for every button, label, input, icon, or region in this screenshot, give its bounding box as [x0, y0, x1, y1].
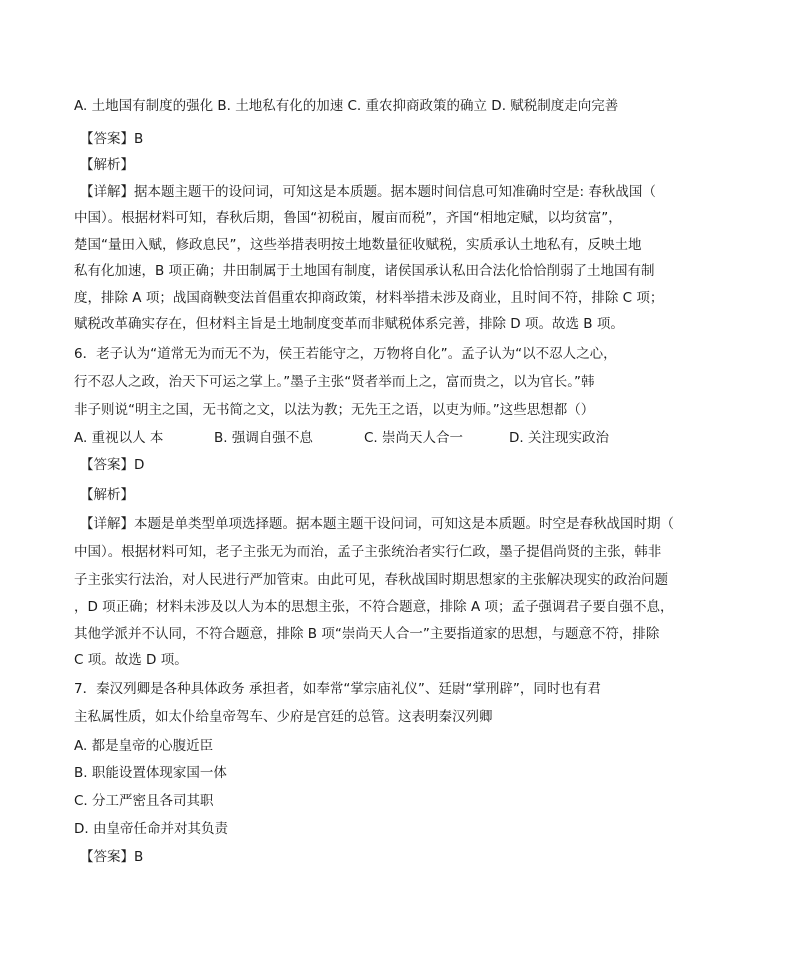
q5-options: A. 土地国有制度的强化 B. 土地私有化的加速 C. 重农抑商政策的确立 D. 赋税制度走向完善: [74, 98, 619, 114]
q5-explanation-line: 【详解】据本题主题干的设问词，可知这是本质题。据本题时间信息可知准确时空是: 春秋战国（: [80, 184, 656, 200]
q6-explanation-line: 【详解】本题是单类型单项选择题。据本题主题干设问词，可知这是本质题。时空是春秋战国时期（: [80, 516, 674, 532]
q7-option-d: D. 由皇帝任命并对其负责: [74, 821, 228, 837]
q5-explanation-line: 楚国“量田入赋，修政息民”，这些举措表明按土地数量征收赋税，实质承认土地私有，反映土地: [74, 237, 642, 253]
q6-explanation-line: 子主张实行法治，对人民进行严加管束。由此可见，春秋战国时期思想家的主张解决现实的政治问题: [74, 572, 668, 588]
q6-explanation-line: 中国）。根据材料可知，老子主张无为而治，孟子主张统治者实行仁政，墨子提倡尚贤的主张，韩非: [74, 544, 662, 560]
q6-explanation-line: C 项。故选 D 项。: [74, 652, 188, 668]
q6-explanation-line: ，D 项正确；材料未涉及以人为本的思想主张，不符合题意，排除 A 项；孟子强调君子要自强不息，: [74, 599, 674, 615]
q7-answer: 【答案】B: [80, 849, 144, 865]
q6-answer: 【答案】D: [80, 457, 145, 473]
q7-option-c: C. 分工严密且各司其职: [74, 793, 214, 809]
q6-option-b: B. 强调自强不息: [214, 430, 313, 446]
q5-explanation-line: 赋税改革确实存在，但材料主旨是土地制度变革而非赋税体系完善，排除 D 项。故选 B 项。: [74, 316, 624, 332]
q7-stem-line: 7．秦汉列卿是各种具体政务 承担者，如奉常“掌宗庙礼仪”、廷尉“掌刑辟”，同时也有君: [74, 681, 601, 697]
q6-stem-line: 行不忍人之政，治天下可运之掌上。”墨子主张“贤者举而上之，富而贵之，以为官长。”韩: [74, 374, 595, 390]
q6-option-d: D. 关注现实政治: [509, 430, 609, 446]
q6-stem-line: 6．老子认为“道常无为而无不为，侯王若能守之，万物将自化”。孟子认为“以不忍人之心，: [74, 346, 617, 362]
q6-stem-line: 非子则说“明主之国，无书简之文，以法为教；无先王之语，以吏为师。”这些思想都（）: [74, 402, 595, 418]
q6-explanation-line: 其他学派并不认同，不符合题意，排除 B 项“崇尚天人合一”主要指道家的思想，与题意不符，排除: [74, 626, 660, 642]
q6-option-c: C. 崇尚天人合一: [364, 430, 464, 446]
q5-explanation-line: 度，排除 A 项；战国商鞅变法首倡重农抑商政策，材料举措未涉及商业，且时间不符，排除 C 项；: [74, 290, 664, 306]
q7-stem-line: 主私属性质，如太仆给皇帝驾车、少府是宫廷的总管。这表明秦汉列卿: [74, 709, 493, 725]
q7-option-b: B. 职能设置体现家国一体: [74, 765, 227, 781]
q6-analysis-label: 【解析】: [80, 487, 134, 503]
q6-options: [74, 429, 734, 447]
q5-analysis-label: 【解析】: [80, 157, 134, 173]
q5-answer: 【答案】B: [80, 131, 144, 147]
q5-explanation-line: 中国）。根据材料可知，春秋后期，鲁国“初税亩，履亩而税”，齐国“相地定赋，以均贫富”，: [74, 210, 622, 226]
q6-option-a: A. 重视以人 本: [74, 430, 164, 446]
q5-explanation-line: 私有化加速，B 项正确；井田制属于土地国有制度，诸侯国承认私田合法化恰恰削弱了土地国有制: [74, 263, 655, 279]
q7-option-a: A. 都是皇帝的心腹近臣: [74, 738, 214, 754]
